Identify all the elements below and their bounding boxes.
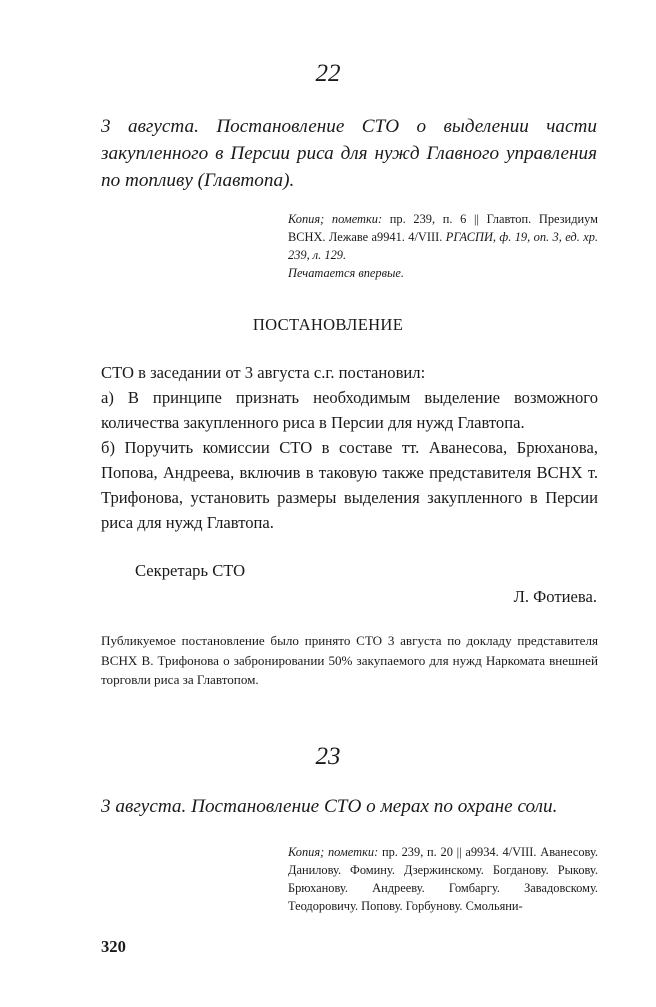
document-heading: 3 августа. Постановление СТО о выделении части закупленного в Персии риса для нужд Главного управления по топливу (Главтопа). (101, 116, 597, 191)
body-paragraph: а) В принципе признать необходимым выделение возможного количества закупленного риса в Персии для нужд Главтопа. (101, 388, 598, 432)
source-text: пр. 239, п. 6 || Главтоп. Президиум ВСНХ. Лежаве а9941. 4/VIII. (288, 212, 598, 244)
resolution-body (101, 360, 598, 535)
resolution-title: ПОСТАНОВЛЕНИЕ (252, 315, 404, 334)
source-reference (288, 210, 598, 282)
document-number: 22 (315, 60, 341, 87)
source-text: пр. 239, п. 20 || а9934. 4/VIII. Аванесову. Данилову. Фомину. Дзержинскому. Богданову. Рыкову. Брюханову. Андрееву. Гомбаргу. Завадовскому. Теодоровичу. Попову. Горбунову. Смольяни- (288, 845, 598, 913)
publication-note: Печатается впервые. (288, 266, 404, 280)
page-number: 320 (101, 937, 126, 956)
body-paragraph: б) Поручить комиссии СТО в составе тт. Аванесова, Брюханова, Попова, Андреева, включив в таковую также представителя ВСНХ т. Трифонова, установить размеры выделения закупленного в Персии риса для нужд Главтопа. (101, 438, 598, 532)
source-reference (288, 843, 598, 915)
signature-role: Секретарь СТО (135, 561, 246, 580)
source-line (288, 210, 598, 264)
body-paragraph: СТО в заседании от 3 августа с.г. постановил: (101, 363, 426, 382)
source-line (288, 843, 598, 915)
signature-name: Л. Фотиева. (513, 587, 597, 606)
archive-reference: РГАСПИ, ф. 19, оп. 3, ед. хр. 239, л. 129. (288, 230, 598, 262)
source-lead: Копия; пометки: (288, 212, 383, 226)
editorial-note: Публикуемое постановление было принято СТО 3 августа по докладу представителя ВСНХ В. Трифонова о забронировании 50% закупаемого для нужд Наркомата внешней торговли риса за Главтопом. (101, 633, 598, 687)
document-heading: 3 августа. Постановление СТО о мерах по охране соли. (101, 796, 558, 817)
document-number: 23 (315, 743, 341, 770)
source-lead: Копия; пометки: (288, 845, 379, 859)
